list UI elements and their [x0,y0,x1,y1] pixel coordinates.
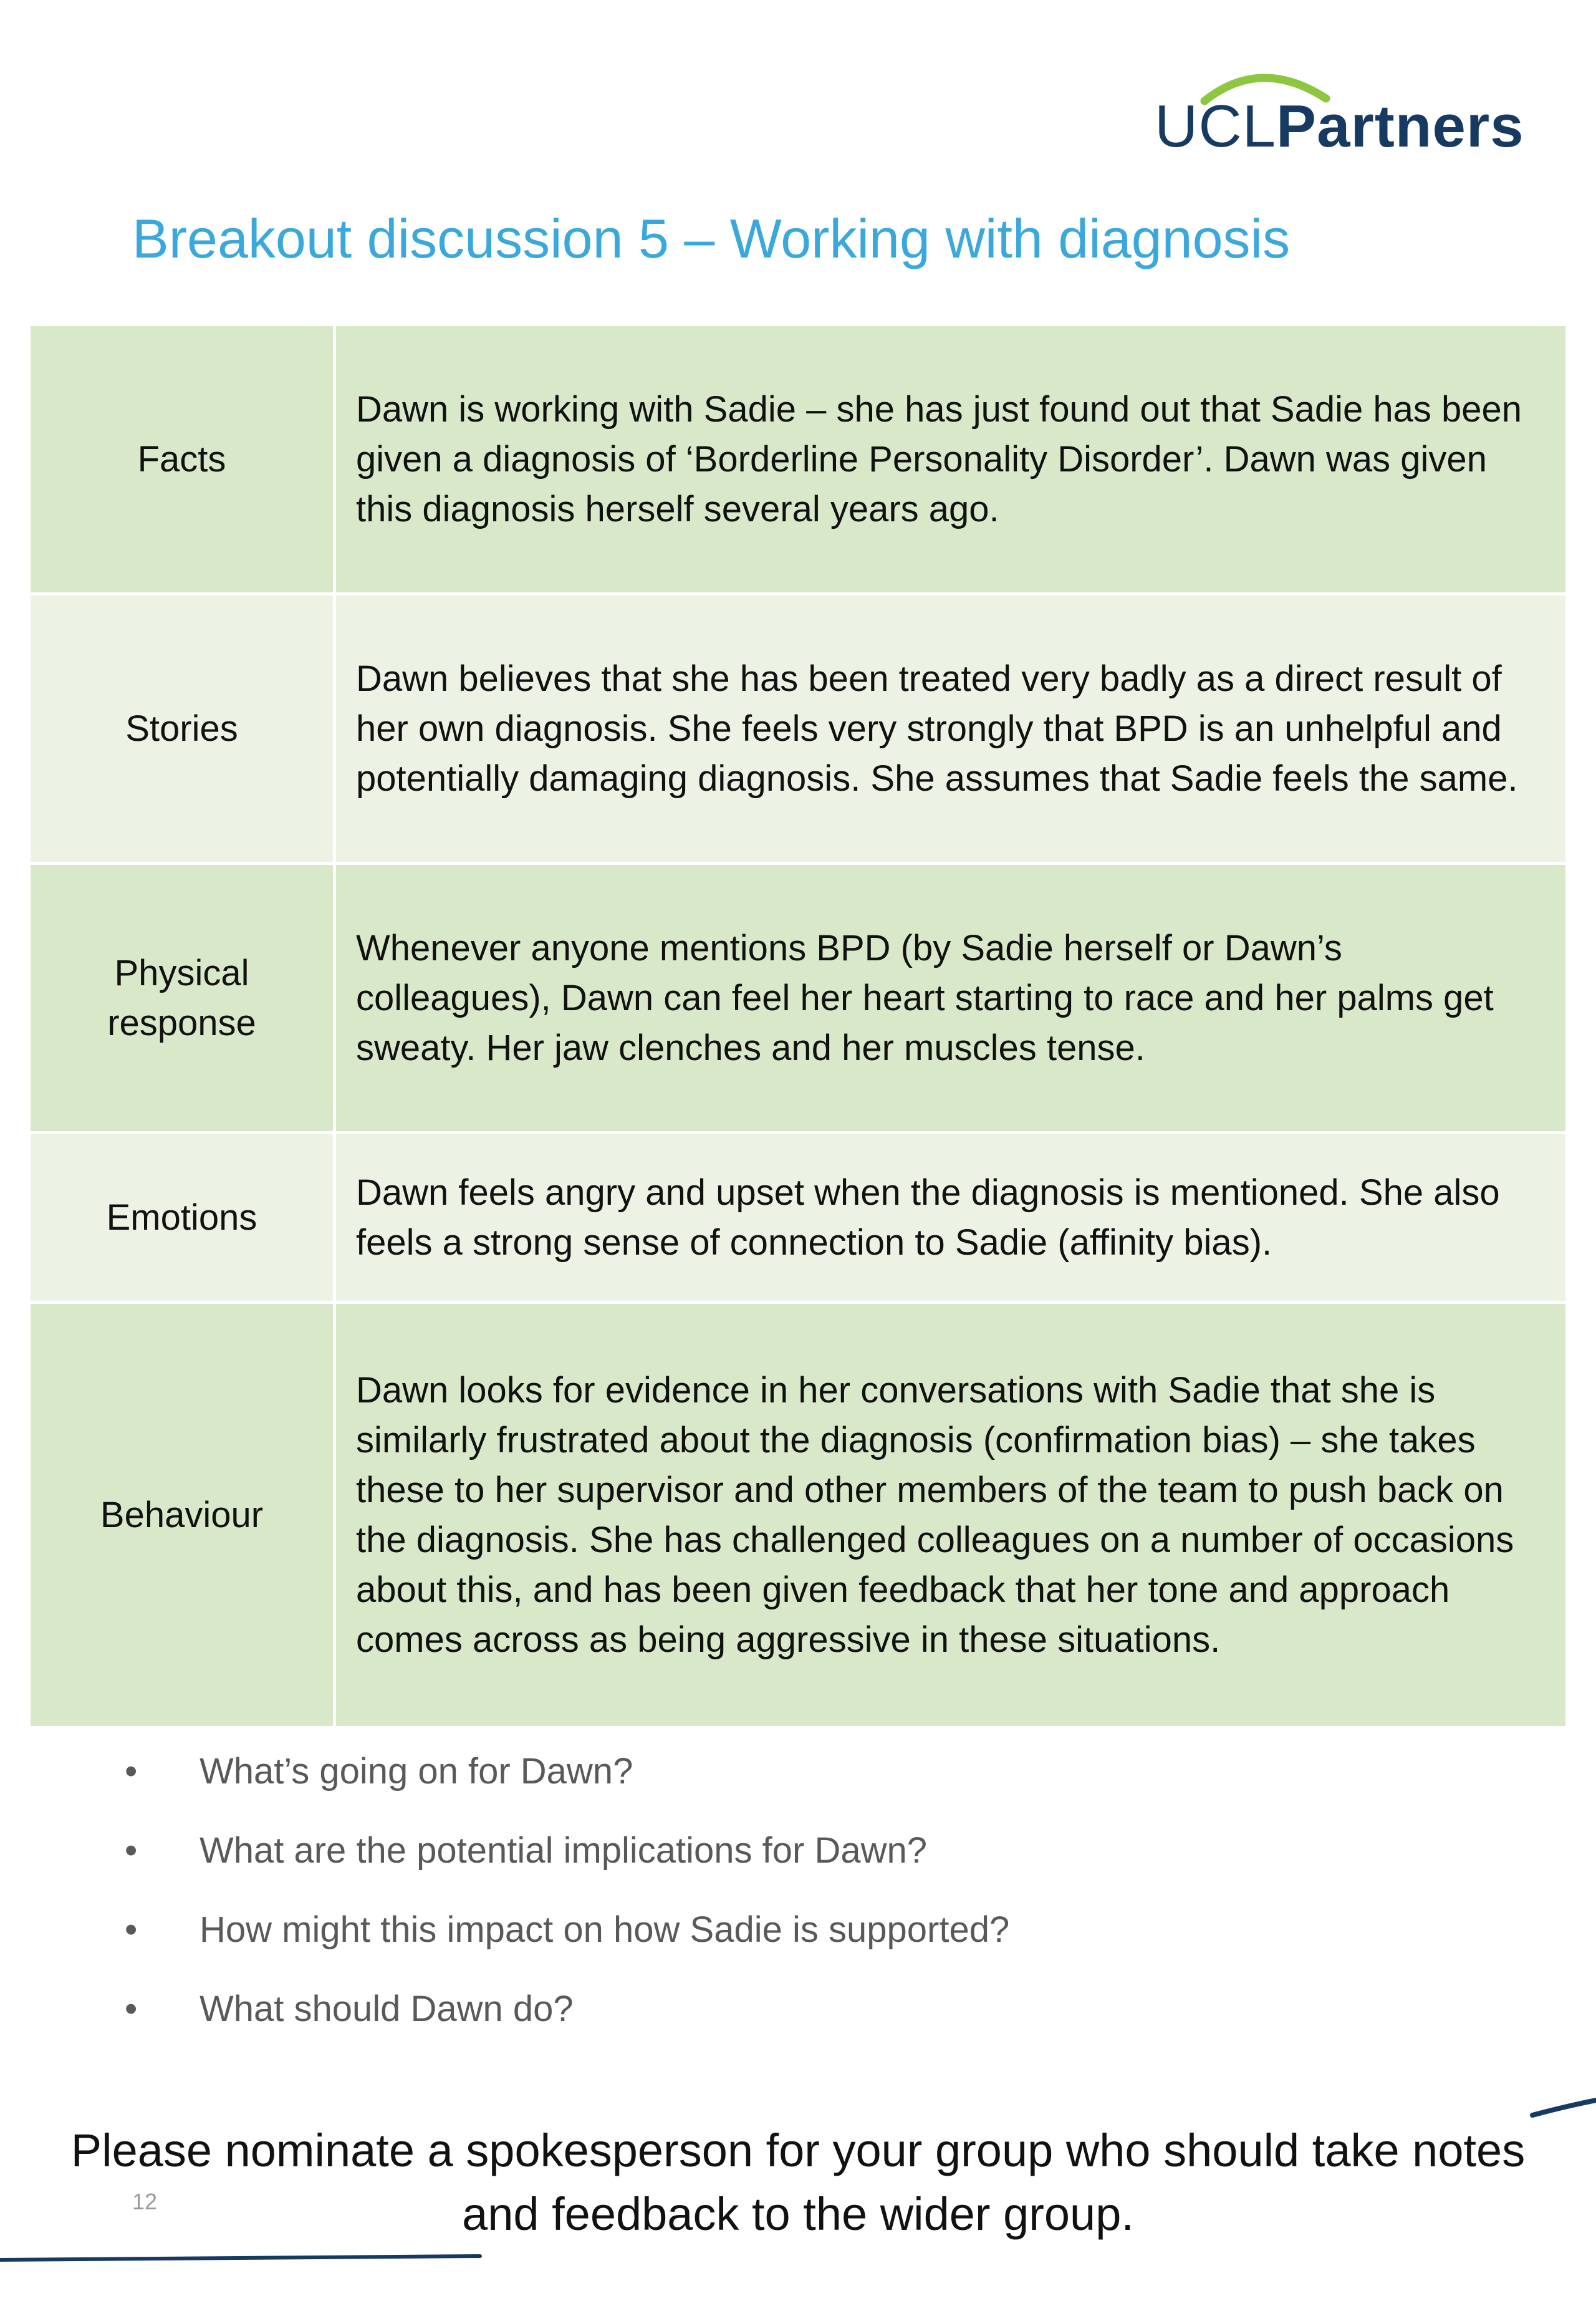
row-label: Stories [29,594,335,864]
ucl-partners-logo [1155,62,1524,168]
table-row [29,325,1567,594]
logo-wordmark [1155,93,1524,160]
bullet-icon: • [125,1909,138,1950]
page-title: Breakout discussion 5 – Working with diagnosis [132,208,1291,269]
table-row [29,864,1567,1133]
logo-ucl: UCL [1155,93,1277,160]
list-item [125,1987,1009,2067]
row-text: Dawn is working with Sadie – she has just found out that Sadie has been given a diagnosis of ‘Borderline Personality Disorder’. Dawn was given this diagnosis herself several years ago. [335,325,1567,594]
page-number: 12 [132,2189,158,2214]
row-label: Physical response [29,864,335,1133]
question-text: How might this impact on how Sadie is supported? [200,1909,1010,1950]
list-item [125,1750,1009,1829]
table-row [29,1133,1567,1303]
list-item [125,1829,1009,1908]
bullet-icon: • [125,1830,138,1871]
row-text: Dawn believes that she has been treated very badly as a direct result of her own diagnosis. She feels very strongly that BPD is an unhelpful and potentially damaging diagnosis. She assumes that Sadie feels the same. [335,594,1567,864]
list-item [125,1908,1009,1987]
row-text: Dawn feels angry and upset when the diagnosis is mentioned. She also feels a strong sense of connection to Sadie (affinity bias). [335,1133,1567,1303]
row-label: Facts [29,325,335,594]
table-row [29,594,1567,864]
row-label: Emotions [29,1133,335,1303]
question-text: What should Dawn do? [200,1989,574,2029]
table-row [29,1303,1567,1728]
bullet-icon: • [125,1751,138,1792]
discussion-questions [125,1750,1009,2067]
bullet-icon: • [125,1989,138,2029]
question-text: What are the potential implications for Dawn? [200,1830,928,1871]
row-text: Dawn looks for evidence in her conversations with Sadie that she is similarly frustrated about the diagnosis (confirmation bias) – she takes these to her supervisor and other members of the team to push back on the diagnosis. She has challenged colleagues on a number of occasions about this, and has been given feedback that her tone and approach comes across as being aggressive in these situations. [335,1303,1567,1728]
scenario-table [27,323,1569,1729]
spokesperson-note: Please nominate a spokesperson for your group who should take notes and feedback to the wider group. [70,2125,1526,2240]
question-text: What’s going on for Dawn? [200,1751,633,1792]
row-label: Behaviour [29,1303,335,1728]
row-text: Whenever anyone mentions BPD (by Sadie herself or Dawn’s colleagues), Dawn can feel her heart starting to race and her palms get sweaty. Her jaw clenches and her muscles tense. [335,864,1567,1133]
logo-partners: Partners [1276,93,1524,160]
